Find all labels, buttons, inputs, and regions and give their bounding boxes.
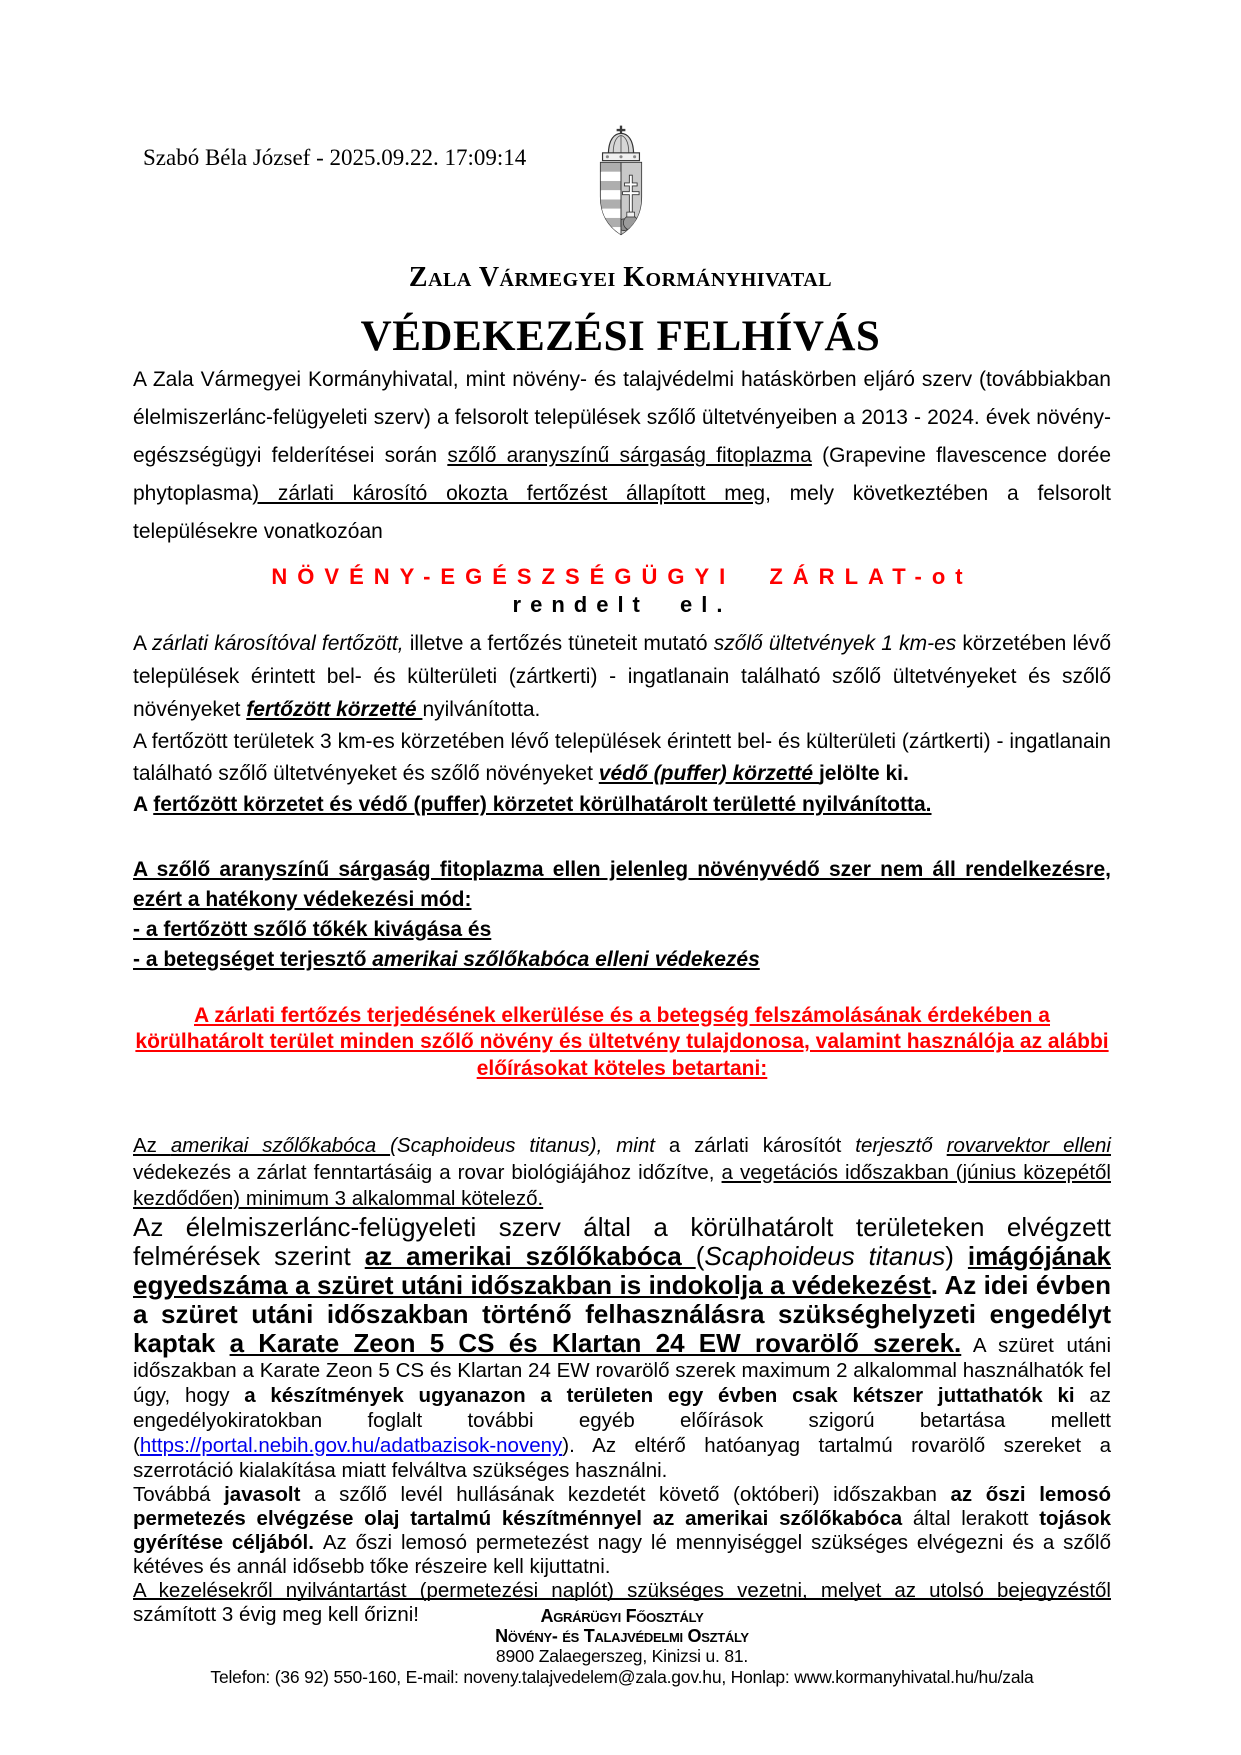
text-run: nyilvánította.	[422, 698, 541, 721]
text-run: A zárlati fertőzés terjedésének elkerülése és a betegség felszámolásának érdekében a körülhatárolt terület minden szőlő növény és ültetvény tulajdonosa, valamint használója az alábbi előírásokat köteles betartani:	[135, 1003, 1109, 1080]
text-run: A	[133, 632, 153, 655]
text-run: (Grapevine flavescence dorée phytoplasma	[133, 444, 1112, 505]
text-run: védekezés a zárlat fenntartásáig a rovar biológiájához időzítve,	[133, 1160, 722, 1184]
text-run: A szőlő aranyszínű sárgaság fitoplazma ellen jelenleg növényvédő szer nem áll rendelkezésre, ezért a hatékony védekezési mód:	[133, 857, 1111, 911]
digital-signature-stamp: Szabó Béla József - 2025.09.22. 17:09:14	[143, 145, 527, 170]
text-run: imágójának egyedszáma a szüret utáni időszakban is indokolja a védekezést	[133, 1240, 1111, 1300]
text-run: körzetében lévő települések érintett bel- és külterületi (zártkerti) - ingatlanain található szőlő ültetvényeket és szőlő növényeket	[133, 632, 1112, 721]
text-run: (	[695, 1240, 705, 1271]
infected-zone-paragraph	[133, 627, 1111, 726]
measure-cutting-line	[133, 915, 1111, 945]
text-run: A	[133, 793, 154, 816]
footer-department-main: Agrárügyi Főosztály	[540, 1606, 704, 1626]
text-run: fertőzött körzetet és védő (puffer) körzetet körülhatárolt területté nyilvánította.	[153, 793, 932, 816]
text-run: A szüret utáni időszakban a Karate Zeon 5 CS és Klartan 24 EW rovarölő szerek maximum 2 alkalommal használhatók fel úgy, hogy	[133, 1333, 1111, 1407]
text-run: a vegetációs időszakban (június közepétől kezdődően) minimum 3 alkalommal kötelező.	[133, 1160, 1111, 1210]
emergency-permit-paragraph	[133, 1213, 1111, 1483]
text-run: Az idei évben a szüret utáni időszakban történő felhasználásra szükséghelyzeti engedélyt kaptak	[133, 1269, 1112, 1358]
intro-paragraph	[133, 361, 1111, 551]
buffer-zone-paragraph	[133, 726, 1111, 789]
text-run: terjesztő	[855, 1134, 947, 1157]
text-run: )	[945, 1240, 968, 1271]
measure-vector-line	[133, 945, 1111, 975]
text-run: Scaphoideus titanus	[704, 1240, 946, 1271]
text-run: Továbbá	[133, 1482, 225, 1506]
text-run: szőlő ültetvények 1 km-es	[713, 632, 957, 655]
document-body	[0, 361, 1241, 1627]
text-run: által lerakott	[912, 1506, 1040, 1530]
document-footer	[133, 1598, 1111, 1687]
text-run: rovarvektor elleni	[946, 1134, 1111, 1157]
text-run: A fertőzött területek 3 km-es körzetében lévő települések érintett bel- és külterületi (zártkerti) - ingatlanain található szőlő ültetvényeket és szőlő növényeket	[133, 730, 1111, 785]
obligation-notice	[133, 1003, 1111, 1083]
text-run: Az	[133, 1134, 171, 1157]
document-header	[0, 0, 1241, 312]
text-run: - a betegséget terjesztő	[133, 947, 373, 971]
footer-department-sub: Növény- és Talajvédelmi Osztály	[495, 1626, 749, 1646]
text-run: a Karate Zeon 5 CS és Klartan 24 EW rovarölő szerek.	[229, 1327, 962, 1358]
text-run: az amerikai szőlőkabóca	[364, 1240, 696, 1271]
text-run: zárlati károsítóval fertőzött,	[152, 632, 404, 655]
text-run: a készítmények ugyanazon a területen egy évben csak kétszer juttathatók ki	[244, 1383, 1090, 1407]
text-run: .	[930, 1269, 945, 1300]
text-run: A Zala Vármegyei Kormányhivatal, mint növény- és talajvédelmi hatáskörben eljáró szerv (továbbiakban élelmiszerlánc-felügyeleti szerv) a felsorolt települések szőlő ültetvényeiben a 2013 - 2024. évek növény-egészségügyi felderítései során	[133, 368, 1111, 467]
text-run: - a fertőzött szőlő tőkék kivágása és	[133, 917, 492, 941]
text-run: az őszi lemosó permetezés elvégzése olaj tartalmú készítménnyel az amerikai szőlőkabóca	[133, 1482, 1111, 1530]
text-run: szőlő aranyszínű sárgaság fitoplazma	[447, 444, 812, 467]
organization-name: Zala Vármegyei Kormányhivatal	[408, 262, 833, 293]
nebih-database-link[interactable]: https://portal.nebih.gov.hu/adatbazisok-noveny	[139, 1433, 563, 1457]
text-run: jelölte ki.	[818, 761, 909, 785]
text-run: tojások gyérítése céljából.	[133, 1506, 1111, 1554]
text-run: az engedélyokiratokban foglalt további egyéb előírások szigorú betartása mellett (	[133, 1383, 1111, 1457]
text-run: A kezelésekről nyilvántartást (permetezési naplót) szükséges vezetni, melyet az utolsó bejegyzéstől számított 3 évig meg kell őrizni!	[133, 1578, 1111, 1626]
footer-divider	[133, 1598, 1111, 1600]
autumn-washing-paragraph	[133, 1483, 1111, 1579]
text-run: (Scaphoideus titanus), mint	[390, 1134, 669, 1157]
text-run: , mely következtében a felsorolt településekre vonatkozóan	[133, 482, 1111, 543]
hungary-coat-of-arms-icon	[587, 124, 655, 245]
quarantine-declaration-line: NÖVÉNY-EGÉSZSÉGÜGYI ZÁRLAT-ot	[271, 564, 973, 589]
vector-control-paragraph	[133, 1133, 1111, 1213]
text-run: javasolt	[224, 1482, 315, 1506]
document-title: VÉDEKEZÉSI FELHÍVÁS	[360, 313, 881, 360]
text-run: amerikai szőlőkabóca	[170, 1134, 391, 1157]
ordered-line: rendelt el.	[512, 592, 732, 617]
text-run: illetve a fertőzés tüneteit mutató	[403, 632, 714, 655]
control-methods-heading	[133, 855, 1111, 915]
text-run: Az őszi lemosó permetezést nagy lé mennyiséggel szükséges elvégezni és a szőlő kétéves és annál idősebb tőke részeire kell kijuttatni.	[133, 1530, 1111, 1578]
text-run: ) zárlati károsító okozta fertőzést állapított meg	[252, 482, 766, 505]
delimited-area-line	[133, 789, 1111, 821]
text-run: a zárlati károsítót	[668, 1134, 856, 1157]
text-run: fertőzött körzetté	[246, 698, 423, 721]
text-run: amerikai szőlőkabóca elleni védekezés	[372, 947, 760, 971]
text-run: Az élelmiszerlánc-felügyeleti szerv által a körülhatárolt területeken elvégzett felmérések szerint	[133, 1211, 1111, 1271]
footer-address: 8900 Zalaegerszeg, Kinizsi u. 81.	[495, 1646, 749, 1666]
text-run: a szőlő levél hullásának kezdetét követő (októberi) időszakban	[314, 1482, 951, 1506]
text-run: védő (puffer) körzetté	[598, 761, 819, 785]
text-run: ). Az eltérő hatóanyag tartalmú rovarölő szereket a szerrotáció kialakítása miatt felváltva szükséges használni.	[133, 1433, 1111, 1482]
footer-contact: Telefon: (36 92) 550-160, E-mail: noveny.talajvedelem@zala.gov.hu, Honlap: www.kormanyhivatal.hu/hu/zala	[210, 1666, 1034, 1687]
